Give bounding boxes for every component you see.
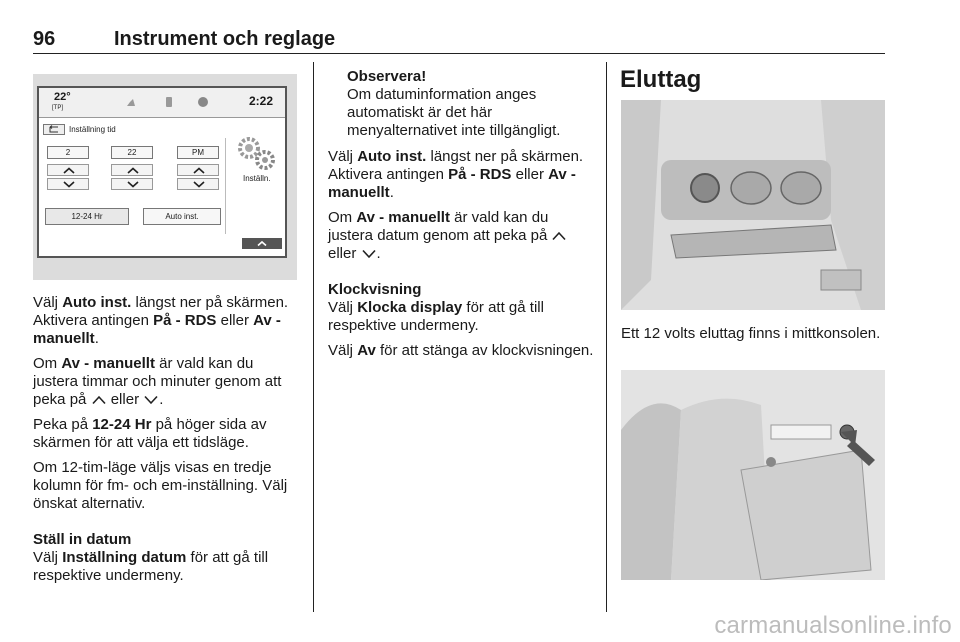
section-heading: Ställ in datum — [33, 531, 132, 548]
chevron-down-icon — [192, 181, 206, 188]
figure-time-settings-screen — [33, 74, 297, 280]
column-2 — [328, 68, 596, 367]
column-divider-2 — [606, 62, 607, 612]
12-24-hr-button[interactable]: 12-24 Hr — [45, 208, 129, 225]
chevron-up-icon — [62, 167, 76, 174]
minute-up-button[interactable] — [111, 164, 153, 176]
back-button[interactable] — [43, 124, 65, 135]
gear-icon — [235, 134, 279, 174]
paragraph: Ett 12 volts eluttag finns i mittkonsolen. — [621, 325, 881, 342]
chevron-up-icon — [126, 167, 140, 174]
temperature-readout: 22° — [54, 91, 71, 103]
screen-divider — [225, 138, 226, 234]
chevron-down-icon — [361, 249, 377, 259]
auto-inst-button[interactable]: Auto inst. — [143, 208, 221, 225]
hour-value: 2 — [47, 146, 89, 159]
paragraph: Om Av - manuellt är vald kan du justera datum genom att peka på eller . — [328, 209, 596, 263]
paragraph: Välj Auto inst. längst ner på skärmen. Aktivera antingen På - RDS eller Av - manuellt. — [328, 148, 584, 201]
note-box — [347, 68, 596, 140]
paragraph: Peka på 12-24 Hr på höger sida av skärmen för att välja ett tidsläge. — [33, 416, 267, 451]
status-bar — [39, 88, 285, 118]
media-icon — [163, 96, 175, 108]
page-number: 96 — [33, 28, 56, 50]
paragraph: Om Av - manuellt är vald kan du justera timmar och minuter genom att peka på eller . — [33, 355, 282, 408]
column-divider-1 — [313, 62, 314, 612]
section-title: Eluttag — [620, 66, 702, 93]
chevron-down-icon — [143, 395, 159, 405]
chevron-down-icon — [62, 181, 76, 188]
chevron-down-icon — [126, 181, 140, 188]
header-rule — [33, 53, 885, 54]
expand-tab[interactable] — [242, 238, 282, 249]
figure-console-socket — [621, 100, 885, 310]
section-heading: Klockvisning — [328, 281, 422, 298]
screen-title: Inställning tid — [69, 125, 116, 134]
infotainment-screen — [37, 86, 287, 258]
note-text: Om datuminformation anges automatiskt är det här menyalternativet inte tillgängligt. — [347, 86, 561, 139]
figure-trunk-socket — [621, 370, 885, 580]
watermark: carmanualsonline.info — [714, 612, 952, 639]
chevron-up-icon — [192, 167, 206, 174]
chevron-up-icon — [551, 231, 567, 241]
paragraph: Välj Klocka display för att gå till respektive undermeny. — [328, 299, 544, 334]
phone-icon — [125, 96, 137, 108]
paragraph: Välj Av för att stänga av klockvisningen. — [328, 342, 594, 359]
column-1 — [33, 294, 301, 592]
ampm-down-button[interactable] — [177, 178, 219, 190]
minute-down-button[interactable] — [111, 178, 153, 190]
note-title: Observera! — [347, 68, 427, 85]
paragraph: Välj Auto inst. längst ner på skärmen. Aktivera antingen På - RDS eller Av - manuellt. — [33, 294, 289, 347]
chevron-up-icon — [91, 395, 107, 405]
hour-down-button[interactable] — [47, 178, 89, 190]
nav-icon — [197, 96, 209, 108]
column-3 — [621, 325, 885, 350]
hour-up-button[interactable] — [47, 164, 89, 176]
tp-indicator: [TP] — [52, 105, 64, 111]
back-arrow-icon — [44, 125, 64, 134]
minute-value: 22 — [111, 146, 153, 159]
chapter-title: Instrument och reglage — [114, 28, 336, 50]
paragraph: Om 12-tim-läge väljs visas en tredje kolumn för fm- och em-inställning. Välj önskat alternativ. — [33, 459, 288, 512]
ampm-value: PM — [177, 146, 219, 159]
chevron-up-icon — [256, 240, 268, 247]
clock-readout: 2:22 — [248, 94, 273, 108]
settings-label: Inställn. — [243, 174, 271, 183]
paragraph: Välj Inställning datum för att gå till respektive undermeny. — [33, 549, 269, 584]
ampm-up-button[interactable] — [177, 164, 219, 176]
